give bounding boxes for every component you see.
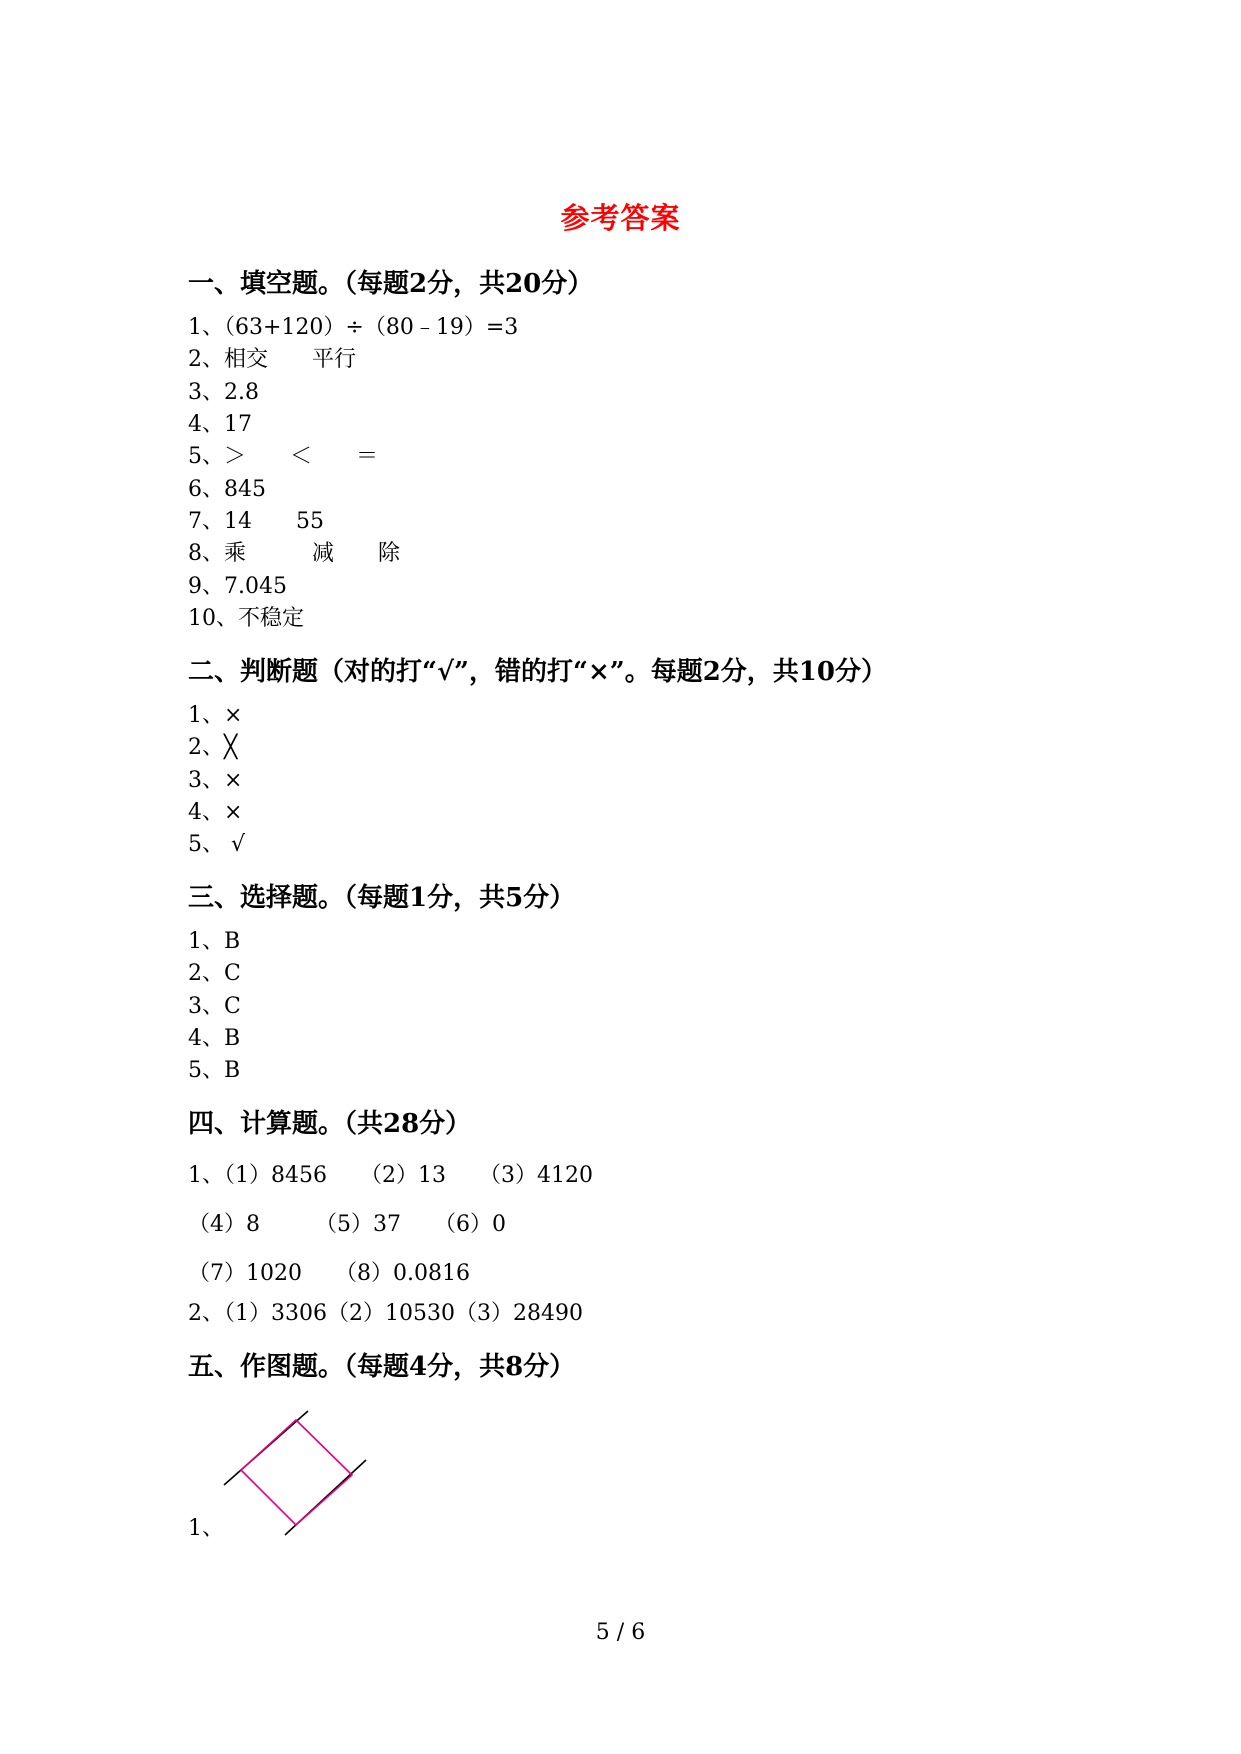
answer-line: 3、C (188, 994, 241, 1019)
section-heading-calculation: 四、计算题。（共28分） (188, 1109, 472, 1139)
answer-line: （4）8 （5）37 （6）0 (188, 1212, 506, 1237)
answer-line: 1、B (188, 929, 241, 954)
answer-line: 4、B (188, 1026, 241, 1051)
parallel-lines-square-drawing (220, 1405, 380, 1540)
answer-line: 3、× (188, 768, 243, 793)
answer-line: 2、（1）3306（2）10530（3）28490 (188, 1301, 583, 1326)
answer-line: 1、 (188, 1516, 224, 1541)
answer-line: 1、（63+120）÷（80﹣19）=3 (188, 315, 519, 340)
answer-line: 10、不稳定 (188, 606, 304, 631)
answer-line: 6、845 (188, 477, 266, 502)
answer-line: 3、2.8 (188, 380, 259, 405)
section-heading-drawing: 五、作图题。（每题4分，共8分） (188, 1352, 576, 1382)
answer-line: 2、相交 平行 (188, 347, 356, 372)
answer-line: 4、× (188, 800, 243, 825)
section-heading-fill-blank: 一、填空题。（每题2分，共20分） (188, 269, 594, 299)
answer-line: 4、17 (188, 412, 252, 437)
square-shape (241, 1420, 352, 1525)
answer-line: 9、7.045 (188, 574, 287, 599)
section-heading-true-false: 二、判断题（对的打“√”，错的打“×”。每题2分，共10分） (188, 657, 887, 687)
answer-line: 8、乘 减 除 (188, 541, 400, 566)
answer-line: 5、＞ ＜ ＝ (188, 444, 378, 469)
page-number: 5 / 6 (595, 1620, 646, 1645)
answer-line: 1、× (188, 703, 243, 728)
answer-line: （7）1020 （8）0.0816 (188, 1261, 470, 1286)
section-heading-multiple-choice: 三、选择题。（每题1分，共5分） (188, 883, 576, 913)
answer-line: 1、（1）8456 （2）13 （3）4120 (188, 1163, 593, 1188)
page-title: 参考答案 (560, 201, 681, 235)
answer-line: 2、╳ (188, 735, 238, 760)
answer-line: 2、C (188, 961, 241, 986)
answer-line: 5、 √ (188, 832, 246, 857)
answer-line: 5、B (188, 1058, 241, 1083)
answer-line: 7、14 55 (188, 509, 324, 534)
